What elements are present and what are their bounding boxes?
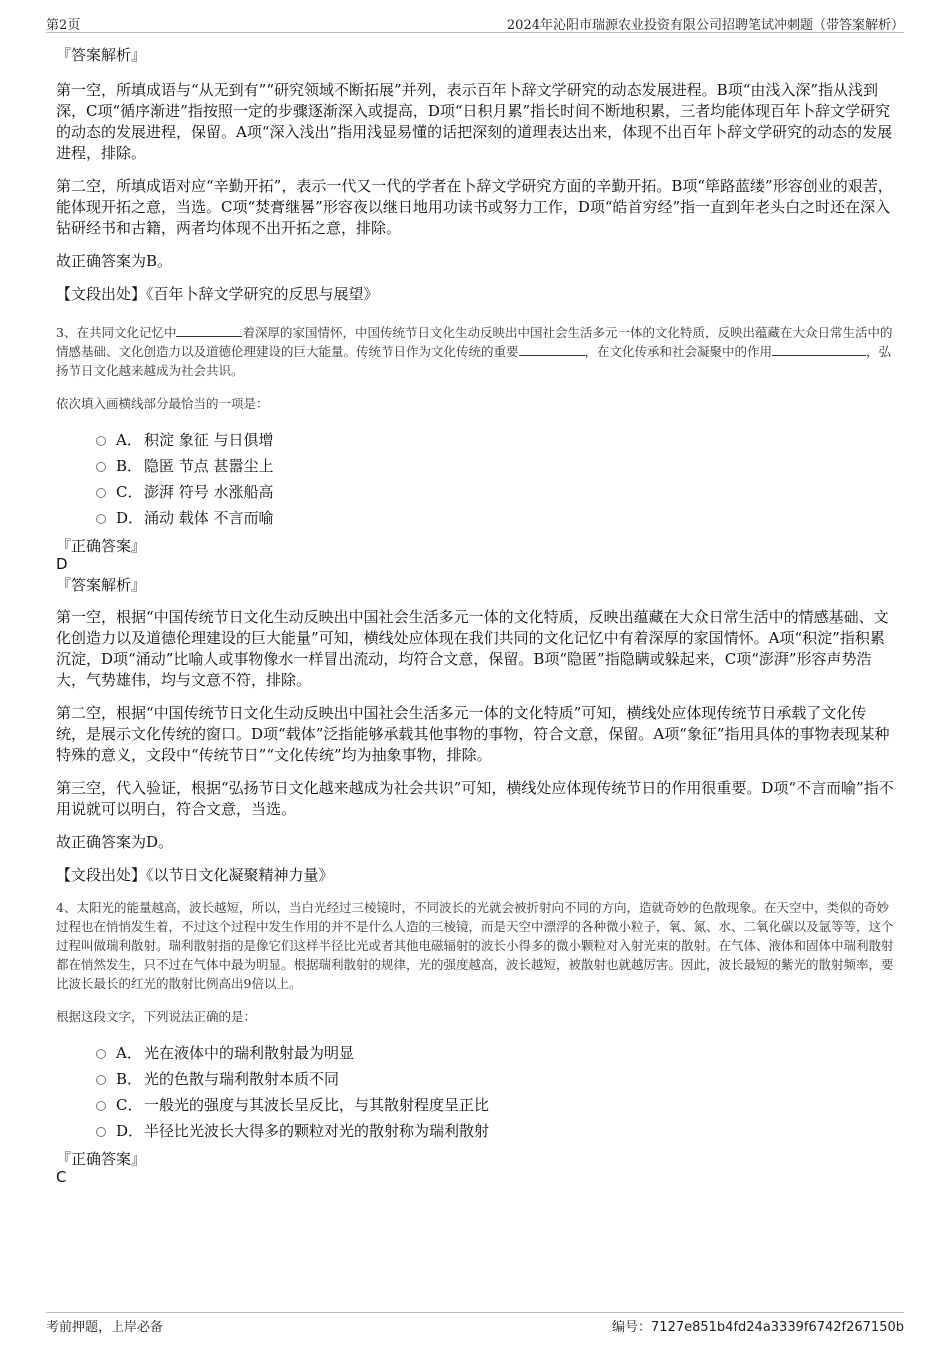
q4-instruction: 根据这段文字，下列说法正确的是： bbox=[56, 1009, 257, 1024]
code-label: 编号： bbox=[612, 1320, 652, 1335]
q4-options bbox=[56, 1040, 896, 1144]
q3-analysis-tag: 『答案解析』 bbox=[56, 576, 147, 594]
option-text: 一般光的强度与其波长呈反比，与其散射程度呈正比 bbox=[144, 1096, 490, 1114]
q3-analysis-paragraph-2: 第二空，根据“中国传统节日文化生动反映出中国社会生活多元一体的文化特质”可知，横线处应体现传统节日承载了文化传统，是展示文化传统的窗口。D项“载体”泛指能够承载其他事物的事物，符合文意，保留。A项“象征”指用具体的事物表现某种特殊的意义，文段中“传统节日”“文化传统”均为抽象事物，排除。 bbox=[56, 704, 890, 764]
page-footer bbox=[46, 1312, 904, 1333]
q3-stem-part-3: ，在文化传承和社会凝聚中的作用 bbox=[584, 344, 773, 359]
q2-analysis-tag: 『答案解析』 bbox=[56, 46, 147, 64]
q3-analysis-paragraph-1: 第一空，根据“中国传统节日文化生动反映出中国社会生活多元一体的文化特质，反映出蕴藏在大众日常生活中的情感基础、文化创造力以及道德伦理建设的巨大能量”可知，横线处应体现在我们共同的文化记忆中有着深厚的家国情怀。A项“积淀”指积累沉淀，D项“涌动”比喻人或事物像水一样冒出流动，均符合文意，保留。B项“隐匿”指隐瞒或躲起来，C项“澎湃”形容声势浩大，气势雄伟，均与文意不符，排除。 bbox=[56, 608, 889, 689]
q3-blank-3 bbox=[772, 343, 866, 356]
q2-analysis-paragraph-1: 第一空，所填成语与“从无到有”“研究领域不断拓展”并列，表示百年卜辞文学研究的动态发展进程。B项“由浅入深”指从浅到深，C项“循序渐进”指按照一定的步骤逐渐深入或提高，D项“日积月累”指长时间不断地积累，三者均能体现百年卜辞文学研究的动态的发展进程，保留。A项“深入浅出”指用浅显易懂的话把深刻的道理表达出来，体现不出百年卜辞文学研究的动态的发展进程，排除。 bbox=[56, 81, 893, 162]
option-text: 光在液体中的瑞利散射最为明显 bbox=[144, 1044, 355, 1062]
option-letter: B． bbox=[116, 1070, 143, 1088]
q3-stem-part-2: 着深厚的家国情怀，中国传统节日文化生动反映出中国社会生活多元一体的文化特质，反映出蕴藏在大众日常生活中的情感基础、文化创造力以及道德伦理建设的巨大能量。传统节日作为文化传统的重要 bbox=[56, 325, 893, 359]
radio-icon[interactable] bbox=[96, 436, 106, 446]
page-number: 第2页 bbox=[46, 18, 81, 33]
option-text: 涌动 载体 不言而喻 bbox=[144, 509, 274, 527]
radio-icon[interactable] bbox=[96, 514, 106, 524]
radio-icon[interactable] bbox=[96, 1127, 106, 1137]
q3-instruction: 依次填入画横线部分最恰当的一项是： bbox=[56, 396, 269, 411]
q3-answer: D bbox=[56, 555, 68, 573]
q4-stem: 4、太阳光的能量越高，波长越短，所以，当白光经过三棱镜时，不同波长的光就会被折射向不同的方向，造就奇妙的色散现象。在天空中，类似的奇妙过程也在悄悄发生着，不过这个过程中发生作用的并不是什么人造的三棱镜，而是天空中漂浮的各种微小粒子，氧、氮、水、二氧化碳以及氩等等，这个过程叫做瑞利散射。瑞利散射指的是像它们这样半径比光或者其他电磁辐射的波长小得多的微小颗粒对入射光束的散射。在气体、液体和固体中瑞利散射都在悄然发生，只不过在气体中最为明显。根据瑞利散射的规律，光的强度越高，波长越短，被散射也就越厉害。因此，波长最短的紫光的散射频率，要比波长最长的红光的散射比例高出9倍以上。 bbox=[56, 900, 894, 991]
option-letter: A． bbox=[116, 1044, 142, 1062]
q3-stem bbox=[56, 323, 896, 380]
q3-answer-tag: 『正确答案』 bbox=[56, 537, 147, 555]
option-text: 光的色散与瑞利散射本质不同 bbox=[144, 1070, 340, 1088]
q4-option-b[interactable] bbox=[56, 1066, 896, 1092]
q3-blank-1 bbox=[176, 324, 242, 337]
q3-option-a[interactable] bbox=[56, 427, 896, 453]
q4-option-c[interactable] bbox=[56, 1092, 896, 1118]
option-text: 隐匿 节点 甚嚣尘上 bbox=[144, 457, 274, 475]
option-letter: C． bbox=[116, 483, 143, 501]
footer-slogan: 考前押题，上岸必备 bbox=[46, 1320, 164, 1335]
q3-stem-part-4: ，弘扬节日文化越来越成为社会共识。 bbox=[56, 344, 892, 378]
radio-icon[interactable] bbox=[96, 462, 106, 472]
main-content bbox=[56, 44, 896, 1186]
page-header bbox=[46, 14, 904, 33]
q2-conclusion: 故正确答案为B。 bbox=[56, 252, 173, 270]
option-letter: B． bbox=[116, 457, 143, 475]
option-text: 澎湃 符号 水涨船高 bbox=[144, 483, 274, 501]
q3-option-b[interactable] bbox=[56, 453, 896, 479]
code-value: 7127e851b4fd24a3339f6742f267150b bbox=[651, 1320, 904, 1335]
q2-analysis-paragraph-2: 第二空，所填成语对应“辛勤开拓”，表示一代又一代的学者在卜辞文学研究方面的辛勤开拓。B项“筚路蓝缕”形容创业的艰苦，能体现开拓之意，当选。C项“焚膏继晷”形容夜以继日地用功读书或努力工作，D项“皓首穷经”指一直到年老头白之时还在深入钻研经书和古籍，两者均体现不出开拓之意，排除。 bbox=[56, 177, 893, 237]
q3-source: 【文段出处】《以节日文化凝聚精神力量》 bbox=[56, 866, 334, 884]
radio-icon[interactable] bbox=[96, 488, 106, 498]
radio-icon[interactable] bbox=[96, 1049, 106, 1059]
q4-answer: C bbox=[56, 1168, 67, 1186]
q4-answer-tag: 『正确答案』 bbox=[56, 1150, 147, 1168]
q3-option-d[interactable] bbox=[56, 505, 896, 531]
option-letter: A． bbox=[116, 431, 142, 449]
q4-option-a[interactable] bbox=[56, 1040, 896, 1066]
option-letter: D． bbox=[116, 1122, 144, 1140]
q3-analysis-paragraph-3: 第三空，代入验证，根据“弘扬节日文化越来越成为社会共识”可知，横线处应体现传统节日的作用很重要。D项“不言而喻”指不用说就可以明白，符合文意，当选。 bbox=[56, 779, 894, 818]
radio-icon[interactable] bbox=[96, 1101, 106, 1111]
radio-icon[interactable] bbox=[96, 1075, 106, 1085]
q3-blank-2 bbox=[519, 343, 585, 356]
option-text: 半径比光波长大得多的颗粒对光的散射称为瑞利散射 bbox=[144, 1122, 490, 1140]
option-letter: C． bbox=[116, 1096, 143, 1114]
option-letter: D． bbox=[116, 509, 144, 527]
q3-options bbox=[56, 427, 896, 531]
q3-option-c[interactable] bbox=[56, 479, 896, 505]
q3-conclusion: 故正确答案为D。 bbox=[56, 833, 174, 851]
document-code bbox=[612, 1316, 904, 1335]
q2-source: 【文段出处】《百年卜辞文学研究的反思与展望》 bbox=[56, 285, 379, 303]
q3-stem-part-1: 3、在共同文化记忆中 bbox=[56, 325, 177, 340]
option-text: 积淀 象征 与日俱增 bbox=[144, 431, 274, 449]
document-title: 2024年沁阳市瑞源农业投资有限公司招聘笔试冲刺题（带答案解析） bbox=[506, 18, 904, 33]
q4-option-d[interactable] bbox=[56, 1118, 896, 1144]
